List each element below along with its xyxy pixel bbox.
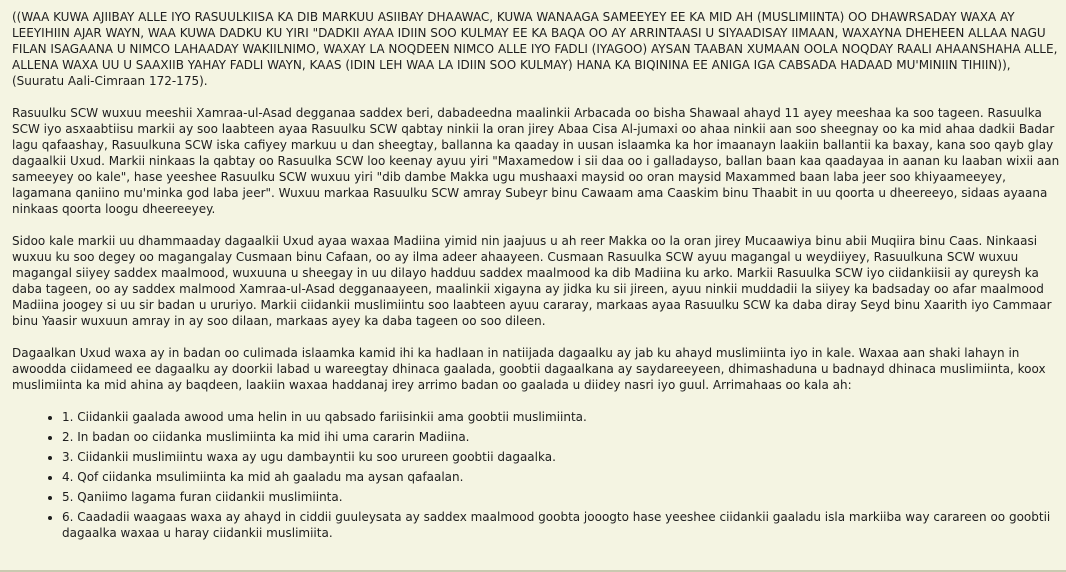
list-item: • 4. Qof ciidanka msulimiinta ka mid ah gaaladu ma aysan qafaalan. xyxy=(62,469,1064,485)
list-item: • 6. Caadadii waagaas waxa ay ahayd in ciddii guuleysata ay saddex maalmood goobta jooogto hase yeeshee ciidankii gaaladu isla markiiba way carareen oo goobtii dagaalka waxaa u haray ciidankii muslimiita. xyxy=(62,509,1064,541)
article-body xyxy=(12,9,1064,545)
body-paragraph-2: Sidoo kale markii uu dhammaaday dagaalkii Uxud ayaa waxaa Madiina yimid nin jaajuus u ah reer Makka oo la oran jirey Mucaawiya binu abii Muqiira binu Caas. Ninkaasi wuxuu ku soo degey oo magangalay Cusmaan binu Cafaan, oo ay ilma adeer ahaayeen. Cusmaan Rasuulka SCW ayuu magangal u weydiiyey, Rasuulkuna SCW wuxuu magangal siiyey saddex maalmood, wuxuuna u sheegay in uu dilayo hadduu saddex maalmood ka dib Madiina ku arko. Markii Rasuulka SCW iyo ciidankiisii ay qureysh ka daba tageen, oo ay saddex malmood Xamraa-ul-Asad degganaayeen, maalinkii xigayna ay jidka ku sii jireen, ayuu ninkii muddadii la siiyey ka badsaday oo afar maalmood Madiina joogey si uu sir badan u ururiyo. Markii ciidankii muslimiintu soo laabteen ayuu cararay, markaas ayaa Rasuulku SCW ka daba diray Seyd binu Xaarith iyo Cammaar binu Yaasir wuxuun amray in ay soo dilaan, markaas ayey ka daba tageen oo soo dileen. xyxy=(12,234,1052,328)
body-paragraph-1: Rasuulku SCW wuxuu meeshii Xamraa-ul-Asad degganaa saddex beri, dabadeedna maalinkii Arbacada oo bisha Shawaal ahayd 11 ayey meeshaa ka soo tageen. Rasuulka SCW iyo asxaabtiisu markii ay soo laabteen ayaa Rasuulku SCW qabtay ninkii la oran jirey Abaa Cisa Al-jumaxi oo ahaa ninkii aan soo sheegnay oo ka mid ahaa dadkii Badar lagu qafaashay, Rasuulkuna SCW iska cafiyey markuu u dan sheegtay, ballanna ka qaaday in uusan islaamka ka hor imaanayn laakiin ballantii ka baxay, kana soo qayb glay dagaalkii Uxud. Markii ninkaas la qabtay oo Rasuulka SCW loo keenay ayuu yiri "Maxamedow i sii daa oo i galladayso, ballan baan kaa qaadayaa in aanan ku laaban wixii aan sameeyey oo kale", hase yeeshee Rasuulku SCW wuxuu yiri "dib dambe Makka ugu mushaaxi maysid oo oran maysid Maxammed baan laba jeer soo khiyaameeyey, lagamana qaniino mu'minka god laba jeer". Wuxuu markaa Rasuulku SCW amray Subeyr binu Cawaam ama Caaskim binu Thaabit in uu qoorta u dheereeyo, sidaas ayaana ninkaas qoorta loogu dheereeyey. xyxy=(12,106,1060,216)
quran-quote-paragraph: ((WAA KUWA AJIIBAY ALLE IYO RASUULKIISA KA DIB MARKUU ASIIBAY DHAAWAC, KUWA WANAAGA SAMEEYEY EE KA MID AH (MUSLIMIINTA) OO DHAWRSADAY WAXA AY LEEYIHIIN AJAR WAYN, WAA KUWA DADKU KU YIRI "DADKII AYAA IDIIN SOO KULMAY EE KA BAQA OO AY ARRINTAASI U SIYAADISAY IIMAAN, WAXAYNA DHEHEEN ALLAA NAGU FILAN ISAGAANA U NIMCO LAHAADAY WAKIILNIMO, WAXAY LA NOQDEEN NIMCO ALLE IYO FADLI (IYAGOO) AYSAN TAABAN XUMAAN OOLA NOQDAY RAALI AHAANSHAHA ALLE, ALLENA WAXA UU U SAAXIIB YAHAY FADLI WAYN, KAAS (IDIN LEH WAA LA IDIIN SOO KULMAY) HANA KA BIQININA EE ANIGA IGA CABSADA HADAAD MU'MINIIN TIHIIN)), (Suuratu Aali-Cimraan 172-175). xyxy=(12,10,1058,88)
list-item: • 1. Ciidankii gaalada awood uma helin in uu qabsado fariisinkii ama goobtii muslimiinta. xyxy=(62,409,1064,425)
list-item: • 3. Ciidankii muslimiintu waxa ay ugu dambayntii ku soo urureen goobtii dagaalka. xyxy=(62,449,1064,465)
list-item: • 5. Qaniimo lagama furan ciidankii muslimiinta. xyxy=(62,489,1064,505)
list-item: • 2. In badan oo ciidanka muslimiinta ka mid ihi uma cararin Madiina. xyxy=(62,429,1064,445)
body-paragraph-3: Dagaalkan Uxud waxa ay in badan oo culimada islaamka kamid ihi ka hadlaan in natiijada dagaalku ay jab ku ahayd muslimiinta iyo in kale. Waxaa aan shaki lahayn in awoodda ciidameed ee dagaalku ay doorkii labad u wareegtay dhinaca gaalada, goobtii dagaalkana ay saydareeyeen, dhimashaduna u badnayd dhinaca muslimiinta, koox muslimiinta ka mid ahina ay baqdeen, laakiin waxaa haddanaj irey arrimo badan oo gaalada u diidey nasri iyo guul. Arrimahaas oo kala ah: xyxy=(12,346,1046,392)
reasons-list xyxy=(12,409,1064,541)
